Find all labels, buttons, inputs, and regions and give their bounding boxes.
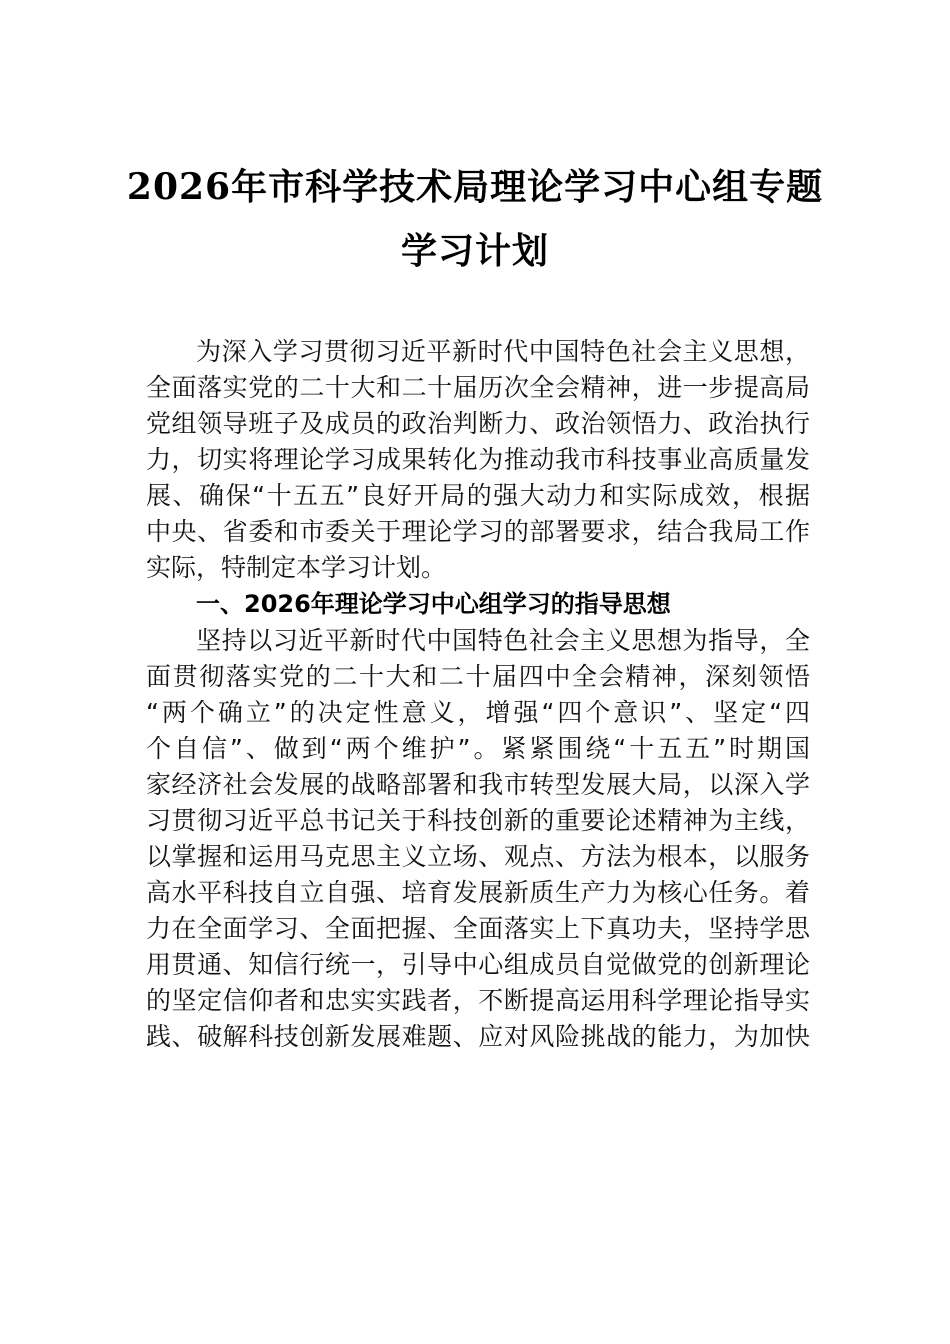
section-line: 践、破解科技创新发展难题、应对风险挑战的能力，为加快 (146, 1022, 810, 1051)
section-line: 习贯彻习近平总书记关于科技创新的重要论述精神为主线， (146, 806, 810, 835)
intro-line: 全面落实党的二十大和二十届历次全会精神，进一步提高局 (146, 373, 810, 402)
intro-line: 实际，特制定本学习计划。 (146, 553, 447, 582)
section-line: 坚持以习近平新时代中国特色社会主义思想为指导，全 (196, 626, 810, 655)
section-line: 高水平科技自立自强、培育发展新质生产力为核心任务。着 (146, 878, 810, 907)
intro-line: 为深入学习贯彻习近平新时代中国特色社会主义思想， (196, 337, 810, 366)
intro-line: 党组领导班子及成员的政治判断力、政治领悟力、政治执行 (146, 409, 810, 438)
section-line: 个自信”、做到“两个维护”。紧紧围绕“十五五”时期国 (146, 734, 810, 763)
intro-line: 中央、省委和市委关于理论学习的部署要求，结合我局工作 (146, 517, 810, 546)
section-line: 的坚定信仰者和忠实实践者，不断提高运用科学理论指导实 (146, 986, 810, 1015)
document-title-line-1: 2026年市科学技术局理论学习中心组专题 (126, 166, 824, 208)
intro-line: 力，切实将理论学习成果转化为推动我市科技事业高质量发 (146, 445, 810, 474)
section-line: 家经济社会发展的战略部署和我市转型发展大局，以深入学 (146, 770, 810, 799)
section-heading: 一、2026年理论学习中心组学习的指导思想 (196, 590, 671, 618)
section-line: 面贯彻落实党的二十大和二十届四中全会精神，深刻领悟 (146, 662, 810, 691)
document-title-line-2: 学习计划 (400, 230, 549, 272)
section-line: 用贯通、知信行统一，引导中心组成员自觉做党的创新理论 (146, 950, 810, 979)
section-line: 以掌握和运用马克思主义立场、观点、方法为根本，以服务 (146, 842, 810, 871)
section-line: 力在全面学习、全面把握、全面落实上下真功夫，坚持学思 (146, 914, 810, 943)
section-line: “两个确立”的决定性意义，增强“四个意识”、坚定“四 (146, 698, 810, 727)
intro-line: 展、确保“十五五”良好开局的强大动力和实际成效，根据 (146, 481, 810, 510)
